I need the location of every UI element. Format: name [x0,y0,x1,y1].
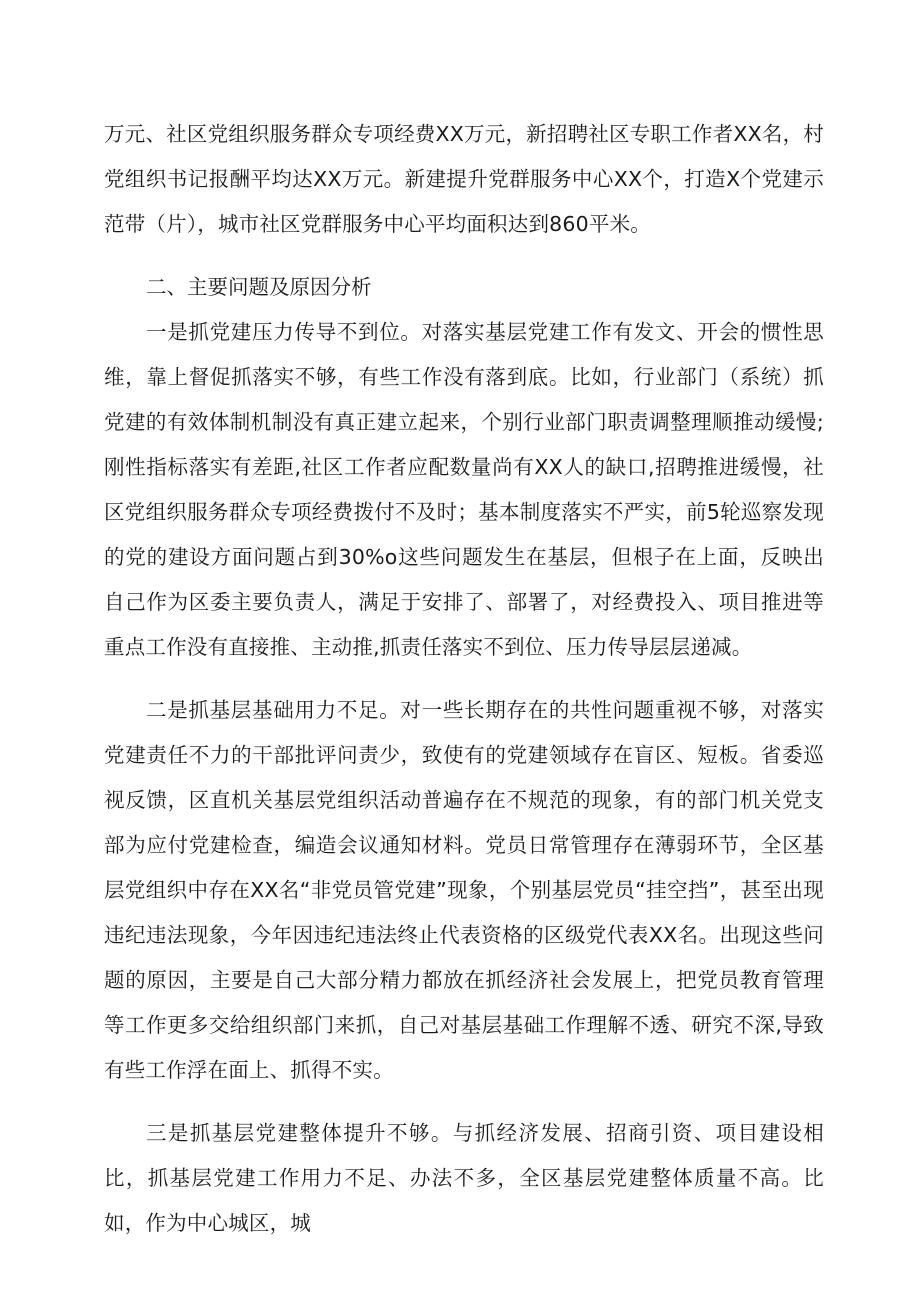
paragraph-continuation: 万元、社区党组织服务群众专项经费XX万元，新招聘社区专职工作者XX名，村党组织书记报酬平均达XX万元。新建提升党群服务中心XX个，打造X个党建示范带（片），城市社区党群服务中心平均面积达到860平米。 [104,122,824,236]
paragraph-issue-three: 三是抓基层党建整体提升不够。与抓经济发展、招商引资、项目建设相比，抓基层党建工作用力不足、办法不多，全区基层党建整体质量不高。比如，作为中心城区，城 [104,1121,824,1235]
document-page [104,112,824,1246]
paragraph-issue-one: 一是抓党建压力传导不到位。对落实基层党建工作有发文、开会的惯性思维，靠上督促抓落实不够，有些工作没有落到底。比如，行业部门（系统）抓党建的有效体制机制没有真正建立起来，个别行业部门职责调整理顺推动缓慢;刚性指标落实有差距,社区工作者应配数量尚有XX人的缺口,招聘推进缓慢，社区党组织服务群众专项经费拨付不及时；基本制度落实不严实，前5轮巡察发现的党的建设方面问题占到30%o这些问题发生在基层，但根子在上面，反映出自己作为区委主要负责人，满足于安排了、部署了，对经费投入、项目推进等重点工作没有直接推、主动推,抓责任落实不到位、压力传导层层递减。 [104,320,824,659]
paragraph-issue-two: 二是抓基层基础用力不足。对一些长期存在的共性问题重视不够，对落实党建责任不力的干部批评问责少，致使有的党建领域存在盲区、短板。省委巡视反馈，区直机关基层党组织活动普遍存在不规范的现象，有的部门机关党支部为应付党建检查，编造会议通知材料。党员日常管理存在薄弱环节，全区基层党组织中存在XX名“非党员管党建”现象，个别基层党员“挂空挡”，甚至出现违纪违法现象，今年因违纪违法终止代表资格的区级党代表XX名。出现这些问题的原因，主要是自己大部分精力都放在抓经济社会发展上，把党员教育管理等工作更多交给组织部门来抓，自己对基层基础工作理解不透、研究不深,导致有些工作浮在面上、抓得不实。 [104,698,824,1082]
section-heading: 二、主要问题及原因分析 [146,275,372,299]
